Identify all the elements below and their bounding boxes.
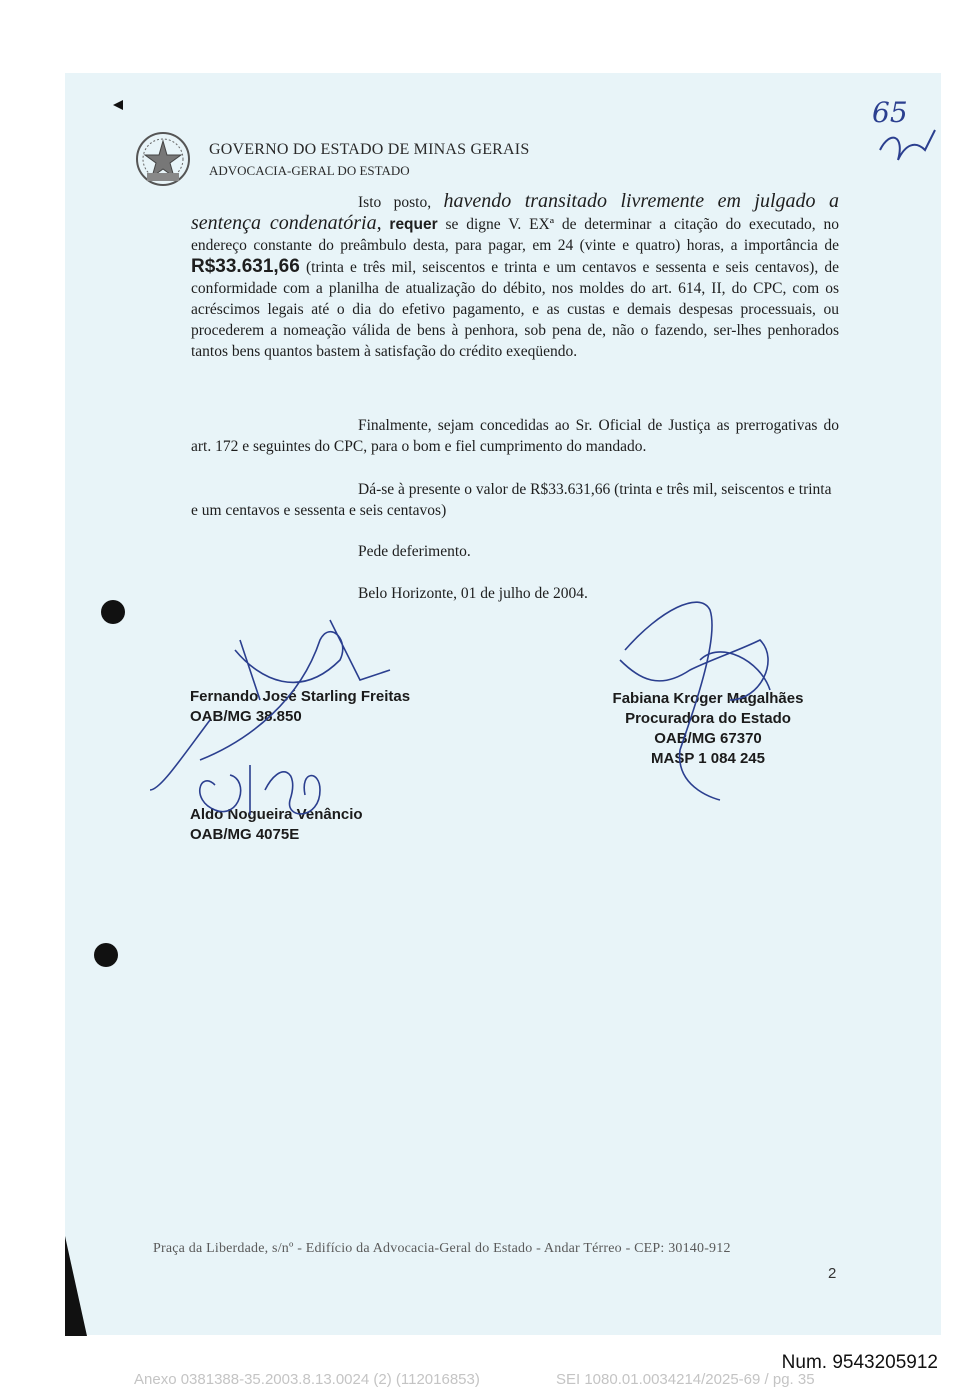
signature-block-right	[598, 689, 818, 769]
sei-reference: SEI 1080.01.0034214/2025-69 / pg. 35	[556, 1371, 815, 1388]
paragraph-prerogatives	[191, 415, 839, 457]
header-agency: ADVOCACIA-GERAL DO ESTADO	[209, 163, 410, 178]
handwritten-page-number: 65	[872, 96, 908, 129]
p3-text: Dá-se à presente o valor de R$33.631,66 (trinta e três mil, seiscentos e trinta e um centavos e sessenta e seis centavos)	[191, 481, 832, 519]
footer-address: Praça da Liberdade, s/nº - Edifício da Advocacia-Geral do Estado - Andar Térreo - CEP: 30140-912	[153, 1241, 731, 1256]
page-number: 2	[828, 1265, 837, 1282]
signer-oab: OAB/MG 38.850	[190, 708, 302, 725]
document-page	[65, 73, 941, 1335]
header-government: GOVERNO DO ESTADO DE MINAS GERAIS	[209, 141, 530, 158]
document-number-stamp: Num. 9543205912	[781, 1352, 938, 1373]
signer-role: Procuradora do Estado	[625, 710, 791, 727]
binder-hole	[94, 943, 118, 967]
closing: Pede deferimento.	[358, 543, 471, 560]
signer-oab: OAB/MG 4075E	[190, 826, 300, 843]
signer-name: Fabiana Kroger Magalhães	[612, 690, 804, 707]
state-crest-icon	[135, 131, 191, 187]
p1-end: (trinta e três mil, seiscentos e trinta e um centavos e sessenta e seis centavos), de conformidade com a planilha de atualização do débito, nos moldes do art. 614, II, do CPC, com os acréscimos legais até o dia do efetivo pagamento, e as custas e demais despesas processuais, ou procederem a nomeação válida de bens à penhora, sob pena de, não o fazendo, ser-lhes penhorados tantos bens quantos bastem à satisfação do crédito exeqüendo.	[191, 259, 839, 360]
p1-mid: se digne V. EXª de determinar a citação do executado, no endereço constante do preâmbulo desta, para pagar, em 24 (vinte e quatro) horas, a importância de	[191, 216, 840, 254]
signature-block-left-1	[190, 687, 410, 727]
p1-amount: R$33.631,66	[191, 256, 300, 277]
paragraph-value	[191, 479, 839, 521]
signer-name: Aldo Nogueira Venâncio	[190, 806, 363, 823]
place-date: Belo Horizonte, 01 de julho de 2004.	[358, 585, 588, 602]
paragraph-request	[191, 191, 839, 362]
p1-bold: requer	[389, 216, 438, 233]
p1-start: Isto posto,	[358, 194, 432, 211]
binder-hole	[101, 600, 125, 624]
signer-oab: OAB/MG 67370	[654, 730, 762, 747]
p2-text: Finalmente, sejam concedidas ao Sr. Oficial de Justiça as prerrogativas do art. 172 e seguintes do CPC, para o bom e fiel cumprimento do mandado.	[191, 417, 839, 455]
p1-italic: havendo transitado livremente em julgado a sentença condenatória,	[191, 190, 840, 234]
signer-masp: MASP 1 084 245	[651, 750, 765, 767]
signature-block-left-2	[190, 805, 363, 845]
signer-name: Fernando José Starling Freitas	[190, 688, 411, 705]
annex-reference: Anexo 0381388-35.2003.8.13.0024 (2) (112016853)	[134, 1371, 480, 1388]
